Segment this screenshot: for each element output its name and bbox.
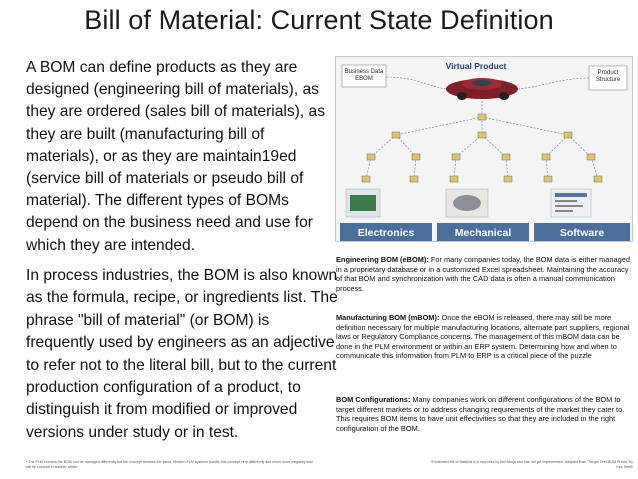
ebom-description [336,255,632,293]
bom-definition-paragraph: A BOM can define products as they are designed (engineering bill of materials), as they are ordered (sales bill of materials), as they are built (manufacturing bill of materials), or as they are maintain19ed (service bill of materials or pseudo bill of material). The different types of BOMs depend on the business need and use for which they are intended. [26,59,326,254]
ebom-heading: Engineering BOM (eBOM): [336,255,429,264]
virtual-product-label: Virtual Product [445,61,507,71]
configs-heading: BOM Configurations: [336,395,411,404]
bom-configurations-description [336,395,632,433]
software-bar: Software [534,223,630,242]
mechanical-bar: Mechanical [437,223,529,242]
footnote-right: *Federated Bill of Material is a new idea by Anil Ahuja and has not yet implemented. Adapted from "Target Zero BOM Errors" by Ken Smith [430,460,633,469]
business-data-label: Business Data EBOM [344,69,384,82]
mbom-description [336,313,632,361]
virtual-product-figure [335,56,633,242]
mbom-heading: Manufacturing BOM (mBOM): [336,313,440,322]
configs-text: Many companies work on different configurations of the BOM to target different markets or to address changing requirements of the market they cater to. This requires BOM items to have unit effectivities so that they are included in the right configuration of the BOM. [336,395,625,433]
thumbnail-images [346,189,591,217]
car-icon [446,78,518,100]
electronics-bar: Electronics [340,223,432,242]
slide-title: Bill of Material: Current State Definition [84,5,554,35]
bom-tree-diagram [336,57,633,242]
process-industries-paragraph: In process industries, the BOM is also known as the formula, recipe, or ingredients list. The phrase "bill of material" (or BOM) is frequently used by engineers as an adjective to refer not to the literal bill, but to the current production configuration of a product, to distinguish it from modified or improved versions under study or in test. [26,267,338,441]
mbom-text: Once the eBOM is released, there may still be more definition necessary for multiple manufacturing locations, alternate part suppliers, regional laws or Regulatory Compliance concerns. The management of this mBOM data can be done in the PLM environment or within an ERP system. Determining how and when to communicate this information from PLM to ERP is a critical piece of the puzzle [336,313,630,361]
footnote-left: * The PLM vendors the BOM can be managed differently but the concept remains the same. Modern PLM systems handle this concept very differently and much more elegantly and will be covered in another article. [26,460,313,469]
ebom-text: For many companies today, the BOM data is either managed in a proprietary database or in a customized Excel spreadsheet. Maintaining the accuracy of that BOM and synchronization with the CAD data is often a manual communication process. [336,255,630,293]
product-structure-label: Product Structure [595,70,621,83]
